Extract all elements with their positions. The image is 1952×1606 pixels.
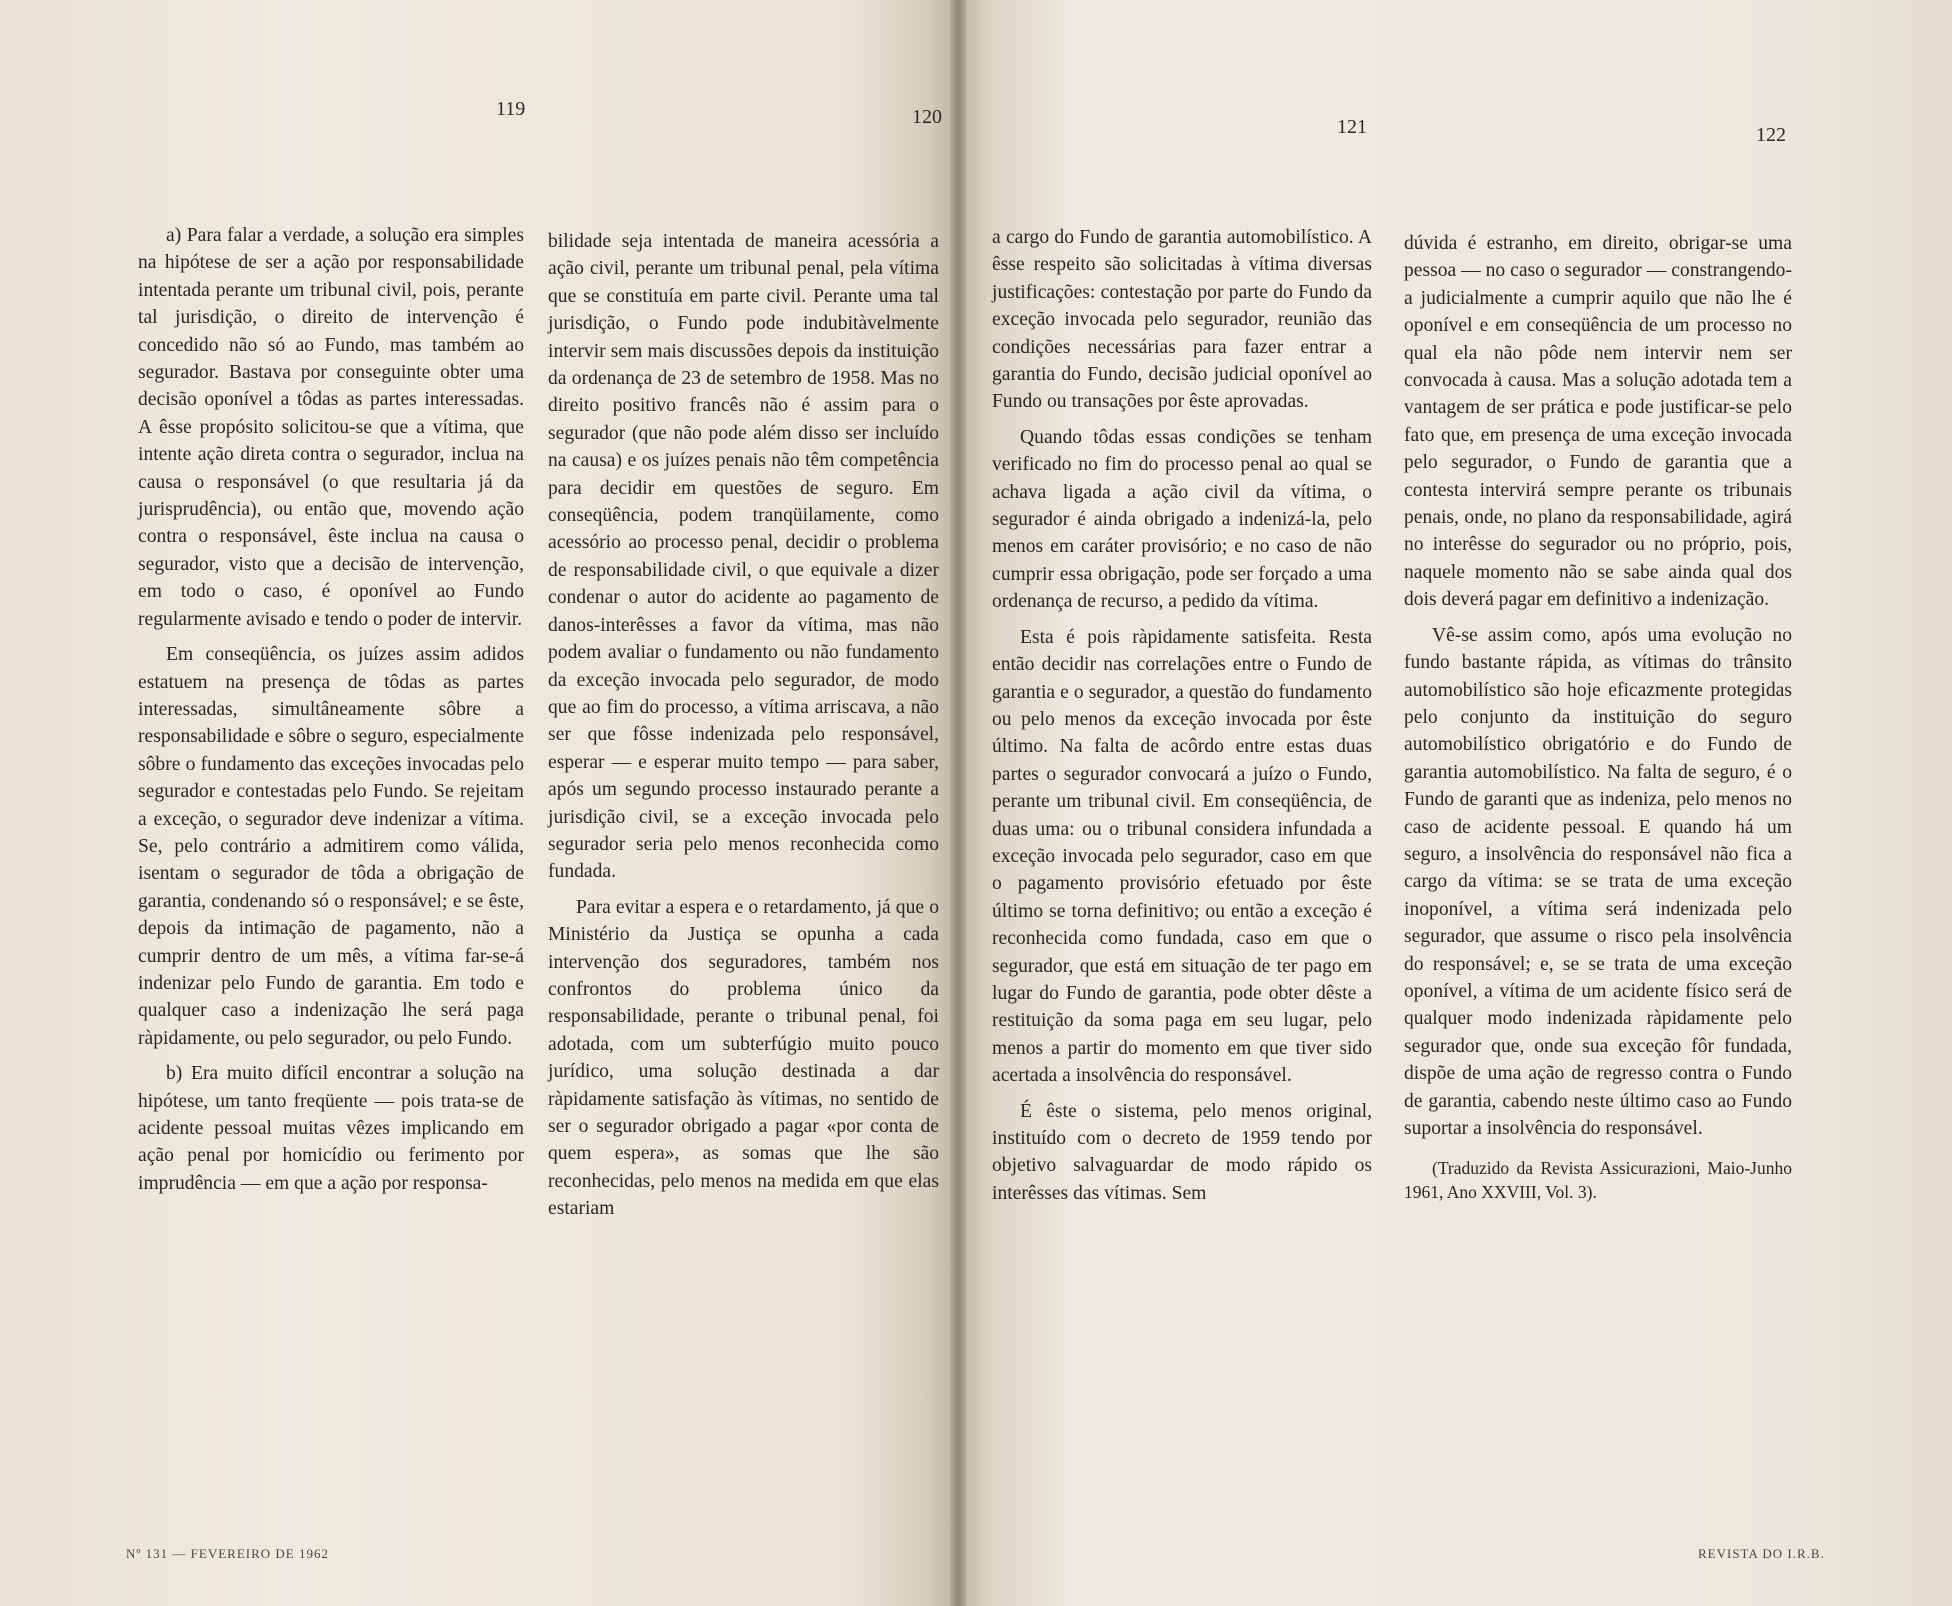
footer-issue: Nº 131 — FEVEREIRO DE 1962 <box>126 1546 329 1561</box>
page-number-120: 120 <box>912 106 942 128</box>
page-number-122: 122 <box>1756 124 1786 146</box>
page-number-121: 121 <box>1337 116 1367 138</box>
paragraph: bilidade seja intentada de maneira acessória a ação civil, perante um tribunal penal, pela vítima que se constituía em parte civil. Perante uma tal jurisdição, o Fundo pode indubitàvelmente intervir sem mais discussões depois da instituição da ordenança de 23 de setembro de 1958. Mas no direito positivo francês não é assim para o segurador (que não pode além disso ser incluído na causa) e os juízes penais não têm competência para decidir em questões de seguro. Em conseqüência, podem tranqüilamente, como acessório ao processo penal, decidir o problema de responsabilidade civil, o que equivale a dizer condenar o autor do acidente ao pagamento de danos-interêsses a favor da vítima, mas não podem avaliar o fundamento ou não fundamento da exceção invocada pelo segurador, de modo que ao fim do processo, a vítima arriscava, a não ser que fôsse indenizada pelo responsável, esperar — e esperar muito tempo — para saber, após um segundo processo instaurado perante a jurisdição civil, se a exceção invocada pelo segurador seria pelo menos reconhecida como fundada. <box>548 231 939 883</box>
paragraph: Esta é pois ràpidamente satisfeita. Resta então decidir nas correlações entre o Fundo de garantia e o segurador, a questão do fundamento ou pelo menos da exceção invocada por êste último. Na falta de acôrdo entre estas duas partes o segurador convocará a juízo o Fundo, perante um tribunal civil. Em conseqüência, de duas uma: ou o tribunal considera infundada a exceção invocada pelo segurador, caso em que o pagamento provisório efetuado por êste último se torna definitivo; ou então a exceção é reconhecida como fundada, caso em que o segurador, que está em situação de ter pago em lugar do Fundo de garantia, pode obter dêste a restituição da soma paga em seu lugar, pelo menos a partir do momento em que tiver sido acertada a insolvência do responsável. <box>992 626 1372 1087</box>
paragraph: a cargo do Fundo de garantia automobilístico. A êsse respeito são solicitadas à vítima diversas justificações: contestação por parte do Fundo da exceção invocada pelo segurador, reunião das condições necessárias para fazer entrar a garantia do Fundo, decisão judicial oponível ao Fundo ou transações por êste aprovadas. <box>992 227 1372 413</box>
paragraph: Vê-se assim como, após uma evolução no fundo bastante rápida, as vítimas do trânsito automobilístico são hoje eficazmente protegidas pelo conjunto da instituição do seguro automobilístico obrigatório e do Fundo de garantia automobilístico. Na falta de seguro, é o Fundo de garanti que as indeniza, pelo menos no caso de acidente pessoal. E quando há um seguro, a insolvência do responsável não fica a cargo da vítima: se se trata de uma exceção inoponível, a vítima será indenizada pelo segurador, que assume o risco pela insolvência do responsável; e, se se trata de uma exceção oponível, a vítima de um acidente físico será de qualquer modo indenizada ràpidamente pelo segurador que, onde sua exceção fôr fundada, dispõe de uma ação de regresso contra o Fundo de garantia, cabendo neste último caso ao Fundo suportar a insolvência do responsável. <box>1404 624 1792 1139</box>
text-column-1 <box>138 222 524 1205</box>
book-gutter <box>950 0 966 1606</box>
paragraph: b) Era muito difícil encontrar a solução na hipótese, um tanto freqüente — pois trata-se de acidente pessoal muitas vêzes implicando em ação penal por homicídio ou ferimento por imprudência — em que a ação por responsa- <box>138 1063 524 1194</box>
paragraph: dúvida é estranho, em direito, obrigar-se uma pessoa — no caso o segurador — constrangendo-a judicialmente a cumprir aquilo que não lhe é oponível e em conseqüência de um processo no qual ela não pôde nem intervir nem ser convocada à causa. Mas a solução adotada tem a vantagem de ser prática e pode justificar-se pelo fato que, em presença de uma exceção invocada pelo segurador, o Fundo de garantia que a contesta intervirá sempre perante os tribunais penais, onde, no plano da responsabilidade, agirá no interêsse do segurador ou no próprio, pois, naquele momento não se sabe ainda qual dos dois deverá pagar em definitivo a indenização. <box>1404 233 1792 611</box>
text-column-4 <box>1404 230 1792 1212</box>
paragraph: É êste o sistema, pelo menos original, instituído com o decreto de 1959 tendo por objetivo salvaguardar de modo rápido os interêsses das vítimas. Sem <box>992 1100 1372 1204</box>
text-column-3 <box>992 224 1372 1215</box>
paragraph: a) Para falar a verdade, a solução era simples na hipótese de ser a ação por responsabilidade intentada perante um tribunal civil, pois, perante tal jurisdição, o direito de intervenção é concedido não só ao Fundo, mas também ao segurador. Bastava por conseguinte obter uma decisão oponível a tôdas as partes interessadas. A êsse propósito solicitou-se que a vítima, que intente ação direta contra o segurador, inclua na causa o responsável (o que resultaria já da jurisprudência), ou então que, movendo ação contra o responsável, êste inclua na causa o segurador, visto que a decisão de intervenção, em todo o caso, é oponível ao Fundo regularmente avisado e tendo o poder de intervir. <box>138 225 524 630</box>
paragraph: Quando tôdas essas condições se tenham verificado no fim do processo penal ao qual se achava ligada a ação civil da vítima, o segurador é ainda obrigado a indenizá-la, pelo menos em caráter provisório; e no caso de não cumprir essa obrigação, pode ser forçado a uma ordenança de recurso, a pedido da vítima. <box>992 426 1372 613</box>
paragraph: Em conseqüência, os juízes assim adidos estatuem na presença de tôdas as partes interessadas, simultâneamente sôbre a responsabilidade e sôbre o seguro, especialmente sôbre o fundamento das exceções invocadas pelo segurador e contestadas pelo Fundo. Se rejeitam a exceção, o segurador deve indenizar a vítima. Se, pelo contrário a admitirem como válida, isentam o segurador de tôda a obrigação de garantia, condenando só o responsável; e se êste, depois da intimação de pagamento, não a cumprir dentro de um mês, a vítima far-se-á indenizar pelo Fundo de garantia. Em todo e qualquer caso a indenização lhe será paga ràpidamente, ou pelo segurador, ou pelo Fundo. <box>138 644 524 1049</box>
text-column-2 <box>548 228 939 1231</box>
source-reference: (Traduzido da Revista Assicurazioni, Maio-Junho 1961, Ano XXVIII, Vol. 3). <box>1404 1158 1792 1203</box>
paragraph: Para evitar a espera e o retardamento, já que o Ministério da Justiça se opunha a cada intervenção dos seguradores, também nos confrontos do problema único da responsabilidade, perante o tribunal penal, foi adotada, com um subterfúgio muito pouco jurídico, uma solução destinada a dar ràpidamente satisfação às vítimas, no sentido de ser o segurador obrigado a pagar «por conta de quem espera», as somas que lhe são reconhecidas, pelo menos na medida em que elas estariam <box>548 896 939 1220</box>
page-number-119: 119 <box>496 98 526 120</box>
footer-journal: REVISTA DO I.R.B. <box>1698 1546 1825 1561</box>
